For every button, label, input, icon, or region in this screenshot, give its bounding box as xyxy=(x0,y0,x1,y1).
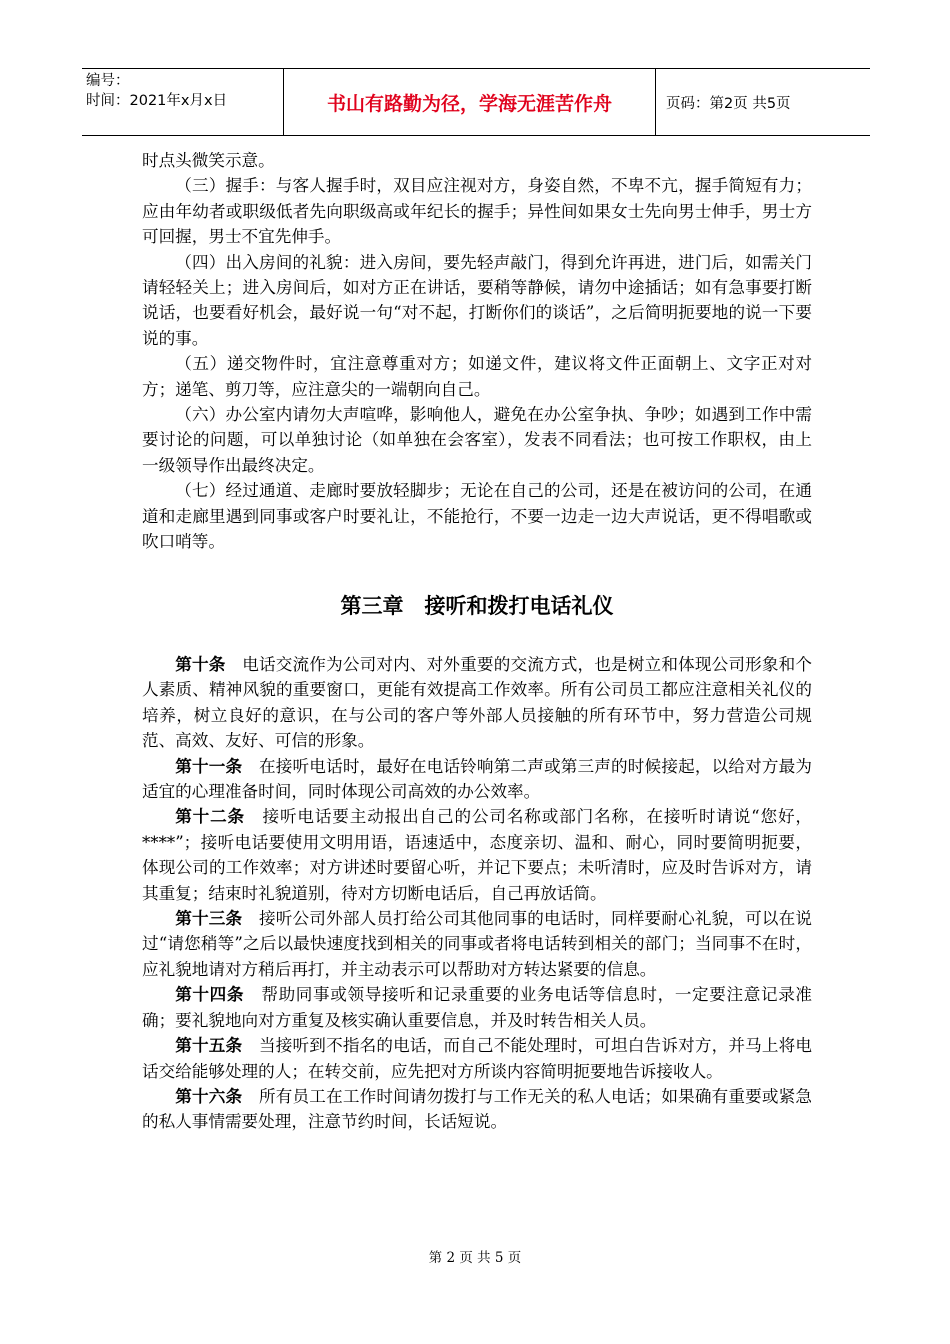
body-articles xyxy=(142,652,812,1135)
header-date: 时间：2021年x月x日 xyxy=(86,93,228,109)
paragraph: （七）经过通道、走廊时要放轻脚步；无论在自己的公司，还是在被访问的公司，在通道和走廊里遇到同事或客户时要礼让，不能抢行，不要一边走一边大声说话，更不得唱歌或吹口哨等。 xyxy=(142,481,812,552)
body-top xyxy=(142,148,812,555)
article-text: 接听公司外部人员打给公司其他同事的电话时，同样要耐心礼貌，可以在说过“请您稍等”之后以最快速度找到相关的同事或者将电话转到相关的部门；当同事不在时，应礼貌地请对方稍后再打，并主动表示可以帮助对方转达紧要的信息。 xyxy=(142,909,813,979)
header-meta xyxy=(82,69,284,135)
article xyxy=(142,1084,812,1135)
article-number: 第十二条 xyxy=(175,807,246,827)
article-number: 第十六条 xyxy=(175,1086,243,1106)
article xyxy=(142,804,812,906)
page-footer: 第 2 页 共 5 页 xyxy=(428,1250,522,1266)
paragraph: （三）握手：与客人握手时，双目应注视对方，身姿自然，不卑不亢，握手简短有力；应由年幼者或职级低者先向职级高或年纪长的握手；异性间如果女士先向男士伸手，男士方可回握，男士不宜先伸手。 xyxy=(142,176,812,247)
paragraph: （六）办公室内请勿大声喧哗，影响他人，避免在办公室争执、争吵；如遇到工作中需要讨论的问题，可以单独讨论（如单独在会客室），发表不同看法；也可按工作职权，由上一级领导作出最终决定。 xyxy=(142,405,812,475)
article-text: 帮助同事或领导接听和记录重要的业务电话等信息时，一定要注意记录准确；要礼貌地向对方重复及核实确认重要信息，并及时转告相关人员。 xyxy=(142,985,813,1030)
article-number: 第十五条 xyxy=(175,1036,243,1056)
header-number: 编号： xyxy=(86,73,130,89)
article-number: 第十三条 xyxy=(175,909,243,929)
article-number: 第十一条 xyxy=(175,756,243,776)
article xyxy=(142,906,812,982)
header-motto: 书山有路勤为径，学海无涯苦作舟 xyxy=(284,69,656,135)
article-text: 在接听电话时，最好在电话铃响第二声或第三声的时候接起，以给对方最为适宜的心理准备时间，同时体现公司高效的办公效率。 xyxy=(142,756,813,802)
chapter-title: 第三章 接听和拨打电话礼仪 xyxy=(340,594,614,618)
article xyxy=(142,982,812,1033)
article xyxy=(142,1033,812,1084)
article-number: 第十四条 xyxy=(175,985,245,1005)
header-page-info: 页码：第2页 共5页 xyxy=(666,95,791,112)
paragraph: 时点头微笑示意。 xyxy=(142,151,275,170)
paragraph: （五）递交物件时，宜注意尊重对方；如递文件，建议将文件正面朝上、文字正对对方；递笔、剪刀等，应注意尖的一端朝向自己。 xyxy=(142,354,812,399)
paragraph: （四）出入房间的礼貌：进入房间，要先轻声敲门，得到允许再进，进门后，如需关门请轻轻关上；进入房间后，如对方正在讲话，要稍等静候，请勿中途插话；如有急事要打断说话，也要看好机会，最好说一句“对不起，打断你们的谈话”，之后简明扼要地的说一下要说的事。 xyxy=(142,252,812,348)
article xyxy=(142,652,812,754)
article-text: 所有员工在工作时间请勿拨打与工作无关的私人电话；如果确有重要或紧急的私人事情需要处理，注意节约时间，长话短说。 xyxy=(142,1086,813,1132)
article-text: 当接听到不指名的电话，而自己不能处理时，可坦白告诉对方，并马上将电话交给能够处理的人；在转交前，应先把对方所谈内容简明扼要地告诉接收人。 xyxy=(142,1036,813,1081)
article-text: 电话交流作为公司对内、对外重要的交流方式，也是树立和体现公司形象和个人素质、精神风貌的重要窗口，更能有效提高工作效率。所有公司员工都应注意相关礼仪的培养，树立良好的意识，在与公司的客户等外部人员接触的所有环节中，努力营造公司规范、高效、友好、可信的形象。 xyxy=(142,655,813,751)
article-number: 第十条 xyxy=(175,655,226,674)
article-text: 接听电话要主动报出自己的公司名称或部门名称，在接听时请说“您好，****”；接听电话要使用文明用语，语速适中，态度亲切、温和、耐心，同时要简明扼要，体现公司的工作效率；对方讲述时要留心听，并记下要点；未听清时，应及时告诉对方，请其重复；结束时礼貌道别，待对方切断电话后，自己再放话筒。 xyxy=(142,807,813,903)
page-header xyxy=(82,68,870,136)
article xyxy=(142,754,812,805)
